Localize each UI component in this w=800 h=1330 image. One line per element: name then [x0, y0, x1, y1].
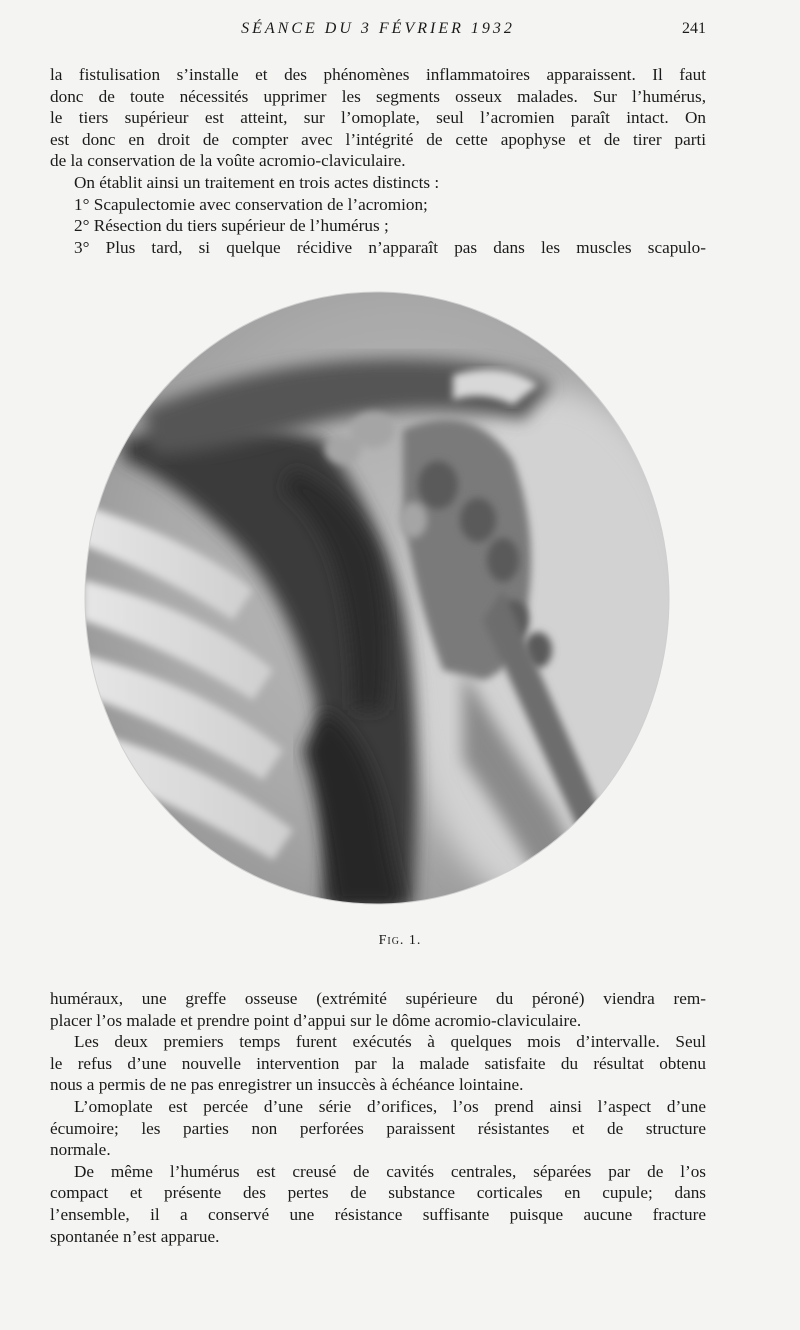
text-line: De même l’humérus est creusé de cavités centrales, séparées par de l’os: [74, 1161, 706, 1181]
text-line: donc de toute nécessités upprimer les segments osseux malades. Sur l’humérus,: [50, 86, 706, 106]
text-line: écumoire; les parties non perforées paraissent résistantes et de structure: [50, 1118, 706, 1138]
figure-caption: Fig. 1.: [378, 933, 422, 948]
text-line: le refus d’une nouvelle intervention par la malade satisfaite du résultat obtenu: [50, 1053, 706, 1073]
text-line: placer l’os malade et prendre point d’appui sur le dôme acromio-claviculaire.: [50, 1010, 582, 1030]
paragraph-6: [50, 1161, 706, 1247]
paragraph-3: [50, 988, 706, 1031]
radiograph-image: [83, 290, 671, 906]
page-number: 241: [682, 20, 706, 37]
text-line: On établit ainsi un traitement en trois actes distincts :: [74, 173, 440, 192]
list-item: 3° Plus tard, si quelque récidive n’apparaît pas dans les muscles scapulo-: [74, 237, 706, 257]
text-line: L’omoplate est percée d’une série d’orifices, l’os prend ainsi l’aspect d’une: [74, 1097, 706, 1116]
text-line: la fistulisation s’installe et des phénomènes inflammatoires apparaissent. Il faut: [50, 65, 706, 84]
list-item: 1° Scapulectomie avec conservation de l’acromion;: [74, 194, 428, 214]
text-line: spontanée n’est apparue.: [50, 1226, 220, 1246]
text-line: Les deux premiers temps furent exécutés à quelques mois d’intervalle. Seul: [74, 1032, 706, 1052]
text-line: huméraux, une greffe osseuse (extrémité supérieure du péroné) viendra rem-: [50, 989, 706, 1008]
text-line: nous a permis de ne pas enregistrer un insuccès à échéance lointaine.: [50, 1075, 524, 1095]
text-line: normale.: [50, 1140, 111, 1160]
running-title: SÉANCE DU 3 FÉVRIER 1932: [241, 20, 515, 37]
text-line: compact et présente des pertes de substance corticales en cupule; dans: [50, 1183, 706, 1203]
paragraph-4: [50, 1031, 706, 1096]
text-line: de la conservation de la voûte acromio-claviculaire.: [50, 151, 406, 171]
running-head: [50, 20, 706, 44]
radiograph-figure: [83, 290, 671, 906]
text-line: est donc en droit de compter avec l’intégrité de cette apophyse et de tirer parti: [50, 129, 706, 149]
text-line: l’ensemble, il a conservé une résistance suffisante puisque aucune fracture: [50, 1204, 706, 1224]
list-item: 2° Résection du tiers supérieur de l’humérus ;: [74, 216, 389, 236]
paragraph-2: [50, 172, 706, 194]
paragraph-5: [50, 1096, 706, 1161]
text-line: le tiers supérieur est atteint, sur l’omoplate, seul l’acromien paraît intact. On: [50, 108, 706, 128]
treatment-list: [50, 194, 706, 259]
paragraph-1: [50, 64, 706, 172]
